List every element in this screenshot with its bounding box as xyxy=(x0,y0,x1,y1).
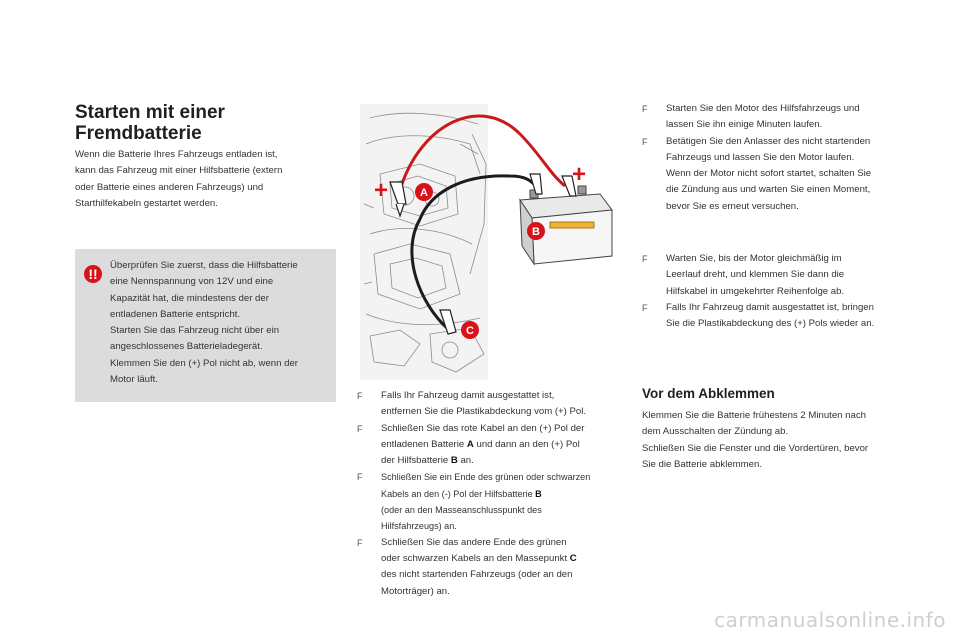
step-line: Hilfsfahrzeugs) an. xyxy=(381,521,457,532)
section-line: Klemmen Sie die Batterie frühestens 2 Minuten nach xyxy=(642,410,866,421)
step-line: Schließen Sie das andere Ende des grünen xyxy=(381,536,567,548)
section-text xyxy=(642,408,922,473)
step-line: entfernen Sie die Plastikabdeckung vom (+) Pol. xyxy=(381,406,587,418)
intro-line: Wenn die Batterie Ihres Fahrzeugs entladen ist, xyxy=(75,149,278,160)
list-item xyxy=(642,101,912,134)
step-line: an. xyxy=(457,455,474,467)
step-line: Schließen Sie ein Ende des grünen oder schwarzen xyxy=(381,472,591,483)
intro-paragraph xyxy=(75,147,345,212)
intro-line: oder Batterie eines anderen Fahrzeugs) und xyxy=(75,181,264,193)
section-line: Schließen Sie die Fenster und die Vordertüren, bevor xyxy=(642,442,869,454)
bullet-icon: F xyxy=(357,391,363,401)
warning-line: entladenen Batterie entspricht. xyxy=(110,308,241,320)
step-line: (oder an den Masseanschlusspunkt des xyxy=(381,505,542,516)
step-line: Schließen Sie das rote Kabel an den (+) Pol der xyxy=(381,422,585,434)
warning-box xyxy=(75,249,336,402)
label-a: A xyxy=(420,187,428,199)
warning-line: Klemmen Sie den (+) Pol nicht ab, wenn der xyxy=(110,357,298,369)
bullet-icon: F xyxy=(357,537,363,548)
page-title xyxy=(75,102,345,144)
ground-point-ref: C xyxy=(569,552,577,564)
title-line-1: Starten mit einer xyxy=(75,102,225,123)
step-line: Kabels an den (-) Pol der Hilfsbatterie xyxy=(381,488,536,499)
step-line: bevor Sie es erneut versuchen. xyxy=(666,200,799,212)
list-item xyxy=(357,421,627,470)
watermark: carmanualsonline.info xyxy=(714,608,946,632)
steps-list-right-bottom xyxy=(642,251,912,332)
step-line: der Hilfsbatterie xyxy=(381,455,451,467)
list-item xyxy=(642,300,912,333)
bullet-icon: F xyxy=(642,136,648,147)
step-line: Leerlauf dreht, und klemmen Sie dann die xyxy=(666,269,845,281)
intro-line: kann das Fahrzeug mit einer Hilfsbatterie (extern xyxy=(75,165,283,177)
bullet-icon: F xyxy=(642,254,648,264)
step-line: Falls Ihr Fahrzeug damit ausgestattet ist, xyxy=(381,390,555,401)
plus-sign-right: + xyxy=(572,161,587,188)
bullet-icon: F xyxy=(357,423,363,434)
steps-list-middle xyxy=(357,388,627,600)
warning-line: angeschlossenes Batterieladegerät. xyxy=(110,341,263,353)
warning-line: Motor läuft. xyxy=(110,374,158,386)
section-title: Vor dem Abklemmen xyxy=(642,386,775,401)
step-line: des nicht startenden Fahrzeugs (oder an den xyxy=(381,569,573,581)
bullet-icon: F xyxy=(642,104,648,114)
section-before-disconnect xyxy=(642,386,922,473)
step-line: Starten Sie den Motor des Hilfsfahrzeugs und xyxy=(666,103,860,114)
label-c: C xyxy=(466,325,474,337)
label-b: B xyxy=(532,226,540,238)
step-line: Motorträger) an. xyxy=(381,585,450,597)
step-line: Wenn der Motor nicht sofort startet, schalten Sie xyxy=(666,168,872,180)
step-line: oder schwarzen Kabels an den Massepunkt xyxy=(381,552,570,564)
step-line: und dann an den (+) Pol xyxy=(473,438,580,450)
title-line-2: Fremdbatterie xyxy=(75,123,202,144)
step-line: Betätigen Sie den Anlasser des nicht startenden xyxy=(666,135,871,147)
list-item xyxy=(357,388,627,421)
step-line: entladenen Batterie xyxy=(381,438,467,450)
warning-line: Starten Sie das Fahrzeug nicht über ein xyxy=(110,325,280,337)
battery-b-ref: B xyxy=(535,488,542,499)
warning-line: Überprüfen Sie zuerst, dass die Hilfsbatterie xyxy=(110,260,298,271)
step-line: Falls Ihr Fahrzeug damit ausgestattet ist, bringen xyxy=(666,301,874,313)
battery-b-ref: B xyxy=(450,455,458,467)
jump-start-diagram xyxy=(360,104,625,380)
battery-a-ref: A xyxy=(466,438,474,450)
step-line: Warten Sie, bis der Motor gleichmäßig im xyxy=(666,253,842,264)
bullet-icon: F xyxy=(357,472,363,483)
step-line: Hilfskabel in umgekehrter Reihenfolge ab. xyxy=(666,285,845,297)
section-line: dem Ausschalten der Zündung ab. xyxy=(642,426,789,438)
plus-sign-left: + xyxy=(374,177,389,204)
list-item xyxy=(642,251,912,300)
step-line: Sie die Plastikabdeckung des (+) Pols wieder an. xyxy=(666,318,875,330)
warning-text xyxy=(110,258,332,388)
warning-line: eine Nennspannung von 12V und eine xyxy=(110,276,274,288)
list-item xyxy=(642,134,912,215)
steps-list-right-top xyxy=(642,101,912,215)
step-line: die Zündung aus und warten Sie einen Moment, xyxy=(666,184,871,196)
intro-line: Starthilfekabeln gestartet werden. xyxy=(75,197,218,209)
step-line: lassen Sie ihn einige Minuten laufen. xyxy=(666,119,823,131)
step-line: Fahrzeugs und lassen Sie den Motor laufen. xyxy=(666,151,855,163)
warning-line: Kapazität hat, die mindestens der der xyxy=(110,292,269,304)
bullet-icon: F xyxy=(642,302,648,313)
section-line: Sie die Batterie abklemmen. xyxy=(642,458,762,470)
list-item xyxy=(357,535,627,600)
list-item xyxy=(357,469,627,534)
warning-icon: !! xyxy=(84,265,102,283)
